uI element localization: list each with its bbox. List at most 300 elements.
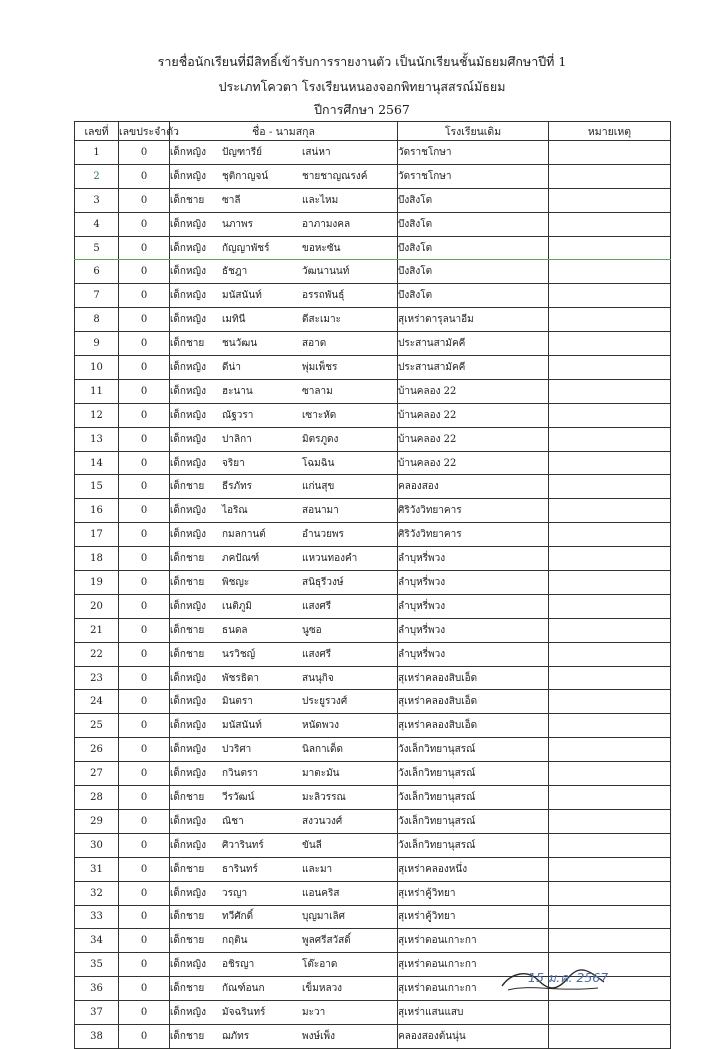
- remark: [549, 547, 671, 571]
- previous-school: ลำบุหรี่พวง: [398, 594, 549, 618]
- last-name: และมา: [302, 863, 333, 875]
- student-id: 0: [119, 738, 170, 762]
- student-name: [170, 547, 398, 571]
- remark: [549, 260, 671, 284]
- remark: [549, 284, 671, 308]
- row-number: 5: [75, 236, 119, 260]
- name-title: เด็กชาย: [170, 983, 205, 995]
- first-name: จริยา: [222, 457, 245, 469]
- remark: [549, 403, 671, 427]
- row-number: 24: [75, 690, 119, 714]
- student-roster-table: [74, 121, 671, 1049]
- remark: [549, 164, 671, 188]
- student-name: [170, 1024, 398, 1048]
- remark: [549, 356, 671, 380]
- row-number: 28: [75, 786, 119, 810]
- student-id: 0: [119, 451, 170, 475]
- previous-school: ประสานสามัคคี: [398, 356, 549, 380]
- last-name: แสงศรี: [302, 648, 332, 660]
- name-title: เด็กชาย: [170, 194, 205, 206]
- table-row: [75, 523, 671, 547]
- row-number: 8: [75, 308, 119, 332]
- previous-school: สุเหร่าดอนเกาะกา: [398, 953, 549, 977]
- first-name: วรญา: [222, 887, 248, 899]
- remark: [549, 236, 671, 260]
- previous-school: วังเล็กวิทยานุสรณ์: [398, 762, 549, 786]
- first-name: กัญญาพัชร์: [222, 242, 270, 254]
- row-number: 34: [75, 929, 119, 953]
- first-name: ธีรภัทร: [222, 481, 253, 493]
- student-id: 0: [119, 857, 170, 881]
- first-name: กวินตรา: [222, 768, 258, 780]
- last-name: อาภามงคล: [302, 218, 351, 230]
- last-name: อำนวยพร: [302, 529, 344, 541]
- first-name: มัจฉรินทร์: [222, 1007, 266, 1018]
- table-row: [75, 260, 671, 284]
- last-name: ซาลาม: [302, 385, 333, 397]
- table-row: [75, 427, 671, 451]
- last-name: เสน่หา: [302, 146, 331, 158]
- last-name: เซาะหัด: [302, 409, 337, 421]
- remark: [549, 594, 671, 618]
- table-row: [75, 164, 671, 188]
- first-name: ทวีศักดิ์: [222, 911, 254, 923]
- last-name: แอนคริส: [302, 887, 340, 899]
- previous-school: ประสานสามัคคี: [398, 332, 549, 356]
- first-name: ซาลี: [222, 194, 241, 206]
- row-number: 23: [75, 666, 119, 690]
- first-name: กมลกานต์: [222, 529, 266, 541]
- student-id: 0: [119, 475, 170, 499]
- student-name: [170, 236, 398, 260]
- remark: [549, 786, 671, 810]
- student-id: 0: [119, 642, 170, 666]
- first-name: ปาลิกา: [222, 433, 252, 445]
- student-id: 0: [119, 164, 170, 188]
- remark: [549, 929, 671, 953]
- first-name: ไอริณ: [222, 505, 248, 517]
- previous-school: สุเหร่าแสนแสบ: [398, 1001, 549, 1025]
- table-row: [75, 690, 671, 714]
- remark: [549, 738, 671, 762]
- name-title: เด็กหญิง: [170, 457, 206, 469]
- last-name: แก่นสุข: [302, 481, 335, 493]
- col-header-no: เลขที่: [75, 122, 119, 141]
- student-id: 0: [119, 212, 170, 236]
- last-name: แหวนทองคำ: [302, 553, 358, 565]
- name-title: เด็กหญิง: [170, 696, 206, 708]
- student-name: [170, 212, 398, 236]
- remark: [549, 308, 671, 332]
- remark: [549, 666, 671, 690]
- remark: [549, 1001, 671, 1025]
- row-number: 3: [75, 188, 119, 212]
- row-number: 11: [75, 379, 119, 403]
- last-name: วัฒนานนท์: [302, 266, 350, 278]
- table-row: [75, 499, 671, 523]
- row-number: 27: [75, 762, 119, 786]
- row-number: 1: [75, 141, 119, 165]
- previous-school: ศิริวังวิทยาคาร: [398, 523, 549, 547]
- previous-school: คลองสอง: [398, 475, 549, 499]
- table-row: [75, 738, 671, 762]
- last-name: มาตะมัน: [302, 768, 340, 780]
- first-name: กัณฑ์อนก: [222, 983, 265, 995]
- previous-school: วังเล็กวิทยานุสรณ์: [398, 809, 549, 833]
- student-name: [170, 379, 398, 403]
- name-title: เด็กหญิง: [170, 672, 206, 684]
- first-name: ชนวัฒน: [222, 338, 258, 350]
- name-title: เด็กหญิง: [170, 146, 206, 158]
- row-number: 14: [75, 451, 119, 475]
- student-id: 0: [119, 379, 170, 403]
- first-name: ธนดล: [222, 624, 248, 636]
- student-id: 0: [119, 188, 170, 212]
- table-row: [75, 786, 671, 810]
- row-number: 6: [75, 260, 119, 284]
- student-name: [170, 905, 398, 929]
- student-id: 0: [119, 690, 170, 714]
- last-name: นิลกาเด็ด: [302, 744, 344, 756]
- name-title: เด็กหญิง: [170, 242, 206, 254]
- roster-body: [75, 141, 671, 1049]
- last-name: นูซอ: [302, 624, 322, 636]
- name-title: เด็กชาย: [170, 911, 205, 923]
- student-id: 0: [119, 905, 170, 929]
- name-title: เด็กหญิง: [170, 170, 206, 182]
- table-row: [75, 594, 671, 618]
- student-id: 0: [119, 523, 170, 547]
- student-id: 0: [119, 332, 170, 356]
- previous-school: บ้านคลอง 22: [398, 451, 549, 475]
- student-name: [170, 356, 398, 380]
- last-name: ชายชาญณรงค์: [302, 170, 368, 182]
- table-row: [75, 141, 671, 165]
- row-number: 17: [75, 523, 119, 547]
- name-title: เด็กชาย: [170, 576, 205, 588]
- student-id: 0: [119, 929, 170, 953]
- first-name: วีรวัฒน์: [222, 791, 255, 803]
- name-title: เด็กชาย: [170, 624, 205, 636]
- last-name: สอนามา: [302, 505, 339, 517]
- remark: [549, 141, 671, 165]
- first-name: ภคปัณฑ์: [222, 553, 260, 565]
- name-title: เด็กหญิง: [170, 600, 206, 612]
- name-title: เด็กหญิง: [170, 1007, 206, 1018]
- student-name: [170, 929, 398, 953]
- table-row: [75, 284, 671, 308]
- first-name: ธารินทร์: [222, 863, 258, 875]
- student-id: 0: [119, 236, 170, 260]
- remark: [549, 475, 671, 499]
- student-id: 0: [119, 1024, 170, 1048]
- first-name: ศิวารินทร์: [222, 839, 264, 851]
- name-title: เด็กหญิง: [170, 218, 206, 230]
- name-title: เด็กชาย: [170, 791, 205, 803]
- first-name: นรวิชญ์: [222, 648, 256, 660]
- name-title: เด็กชาย: [170, 863, 205, 875]
- previous-school: คลองสองต้นนุ่น: [398, 1024, 549, 1048]
- table-row: [75, 547, 671, 571]
- col-header-school: โรงเรียนเดิม: [398, 122, 549, 141]
- previous-school: วังเล็กวิทยานุสรณ์: [398, 786, 549, 810]
- remark: [549, 571, 671, 595]
- previous-school: บึงสิงโต: [398, 188, 549, 212]
- student-id: 0: [119, 977, 170, 1001]
- name-title: เด็กชาย: [170, 338, 205, 350]
- student-name: [170, 618, 398, 642]
- row-number: 31: [75, 857, 119, 881]
- remark: [549, 881, 671, 905]
- table-row: [75, 379, 671, 403]
- row-number: 38: [75, 1024, 119, 1048]
- table-row: [75, 451, 671, 475]
- student-name: [170, 833, 398, 857]
- student-name: [170, 1001, 398, 1025]
- remark: [549, 714, 671, 738]
- table-row: [75, 642, 671, 666]
- previous-school: สุเหร่าคู้วิทยา: [398, 881, 549, 905]
- row-number: 29: [75, 809, 119, 833]
- name-title: เด็กหญิง: [170, 314, 206, 326]
- student-name: [170, 403, 398, 427]
- previous-school: สุเหร่าดอนเกาะกา: [398, 929, 549, 953]
- first-name: กฤติน: [222, 935, 248, 947]
- table-row: [75, 857, 671, 881]
- remark: [549, 833, 671, 857]
- remark: [549, 809, 671, 833]
- student-id: 0: [119, 1001, 170, 1025]
- name-title: เด็กชาย: [170, 1030, 205, 1042]
- row-number: 21: [75, 618, 119, 642]
- student-id: 0: [119, 427, 170, 451]
- remark: [549, 523, 671, 547]
- table-row: [75, 571, 671, 595]
- student-id: 0: [119, 260, 170, 284]
- remark: [549, 642, 671, 666]
- student-id: 0: [119, 762, 170, 786]
- previous-school: สุเหร่าดารุลนาอีม: [398, 308, 549, 332]
- row-number: 13: [75, 427, 119, 451]
- name-title: เด็กหญิง: [170, 433, 206, 445]
- previous-school: สุเหร่าคลองหนึ่ง: [398, 857, 549, 881]
- table-row: [75, 332, 671, 356]
- student-name: [170, 332, 398, 356]
- previous-school: บึงสิงโต: [398, 284, 549, 308]
- previous-school: วังเล็กวิทยานุสรณ์: [398, 833, 549, 857]
- student-id: 0: [119, 547, 170, 571]
- first-name: ดีน่า: [222, 361, 241, 373]
- row-number: 12: [75, 403, 119, 427]
- row-number: 32: [75, 881, 119, 905]
- first-name: ณิชา: [222, 815, 244, 827]
- student-name: [170, 666, 398, 690]
- last-name: สนิธุรีวงษ์: [302, 576, 344, 588]
- row-number: 7: [75, 284, 119, 308]
- student-name: [170, 690, 398, 714]
- document-title: รายชื่อนักเรียนที่มีสิทธิ์เข้ารับการรายงานตัว เป็นนักเรียนชั้นมัธยมศึกษาปีที่ 1: [157, 54, 567, 69]
- remark: [549, 690, 671, 714]
- first-name: มนัสนันท์: [222, 290, 262, 302]
- student-id: 0: [119, 594, 170, 618]
- name-title: เด็กหญิง: [170, 361, 206, 373]
- last-name: โฉมฉิน: [302, 457, 335, 469]
- previous-school: วังเล็กวิทยานุสรณ์: [398, 738, 549, 762]
- table-row: [75, 666, 671, 690]
- first-name: ธัชฎา: [222, 266, 248, 278]
- student-id: 0: [119, 881, 170, 905]
- name-title: เด็กหญิง: [170, 529, 206, 541]
- remark: [549, 212, 671, 236]
- last-name: อรรถพันธุ์: [302, 290, 345, 302]
- last-name: และไหม: [302, 194, 339, 206]
- col-header-remark: หมายเหตุ: [549, 122, 671, 141]
- name-title: เด็กชาย: [170, 935, 205, 947]
- student-id: 0: [119, 809, 170, 833]
- student-name: [170, 594, 398, 618]
- row-number: 19: [75, 571, 119, 595]
- student-name: [170, 786, 398, 810]
- first-name: มินตรา: [222, 696, 253, 708]
- previous-school: วัดราชโกษา: [398, 141, 549, 165]
- student-id: 0: [119, 571, 170, 595]
- table-row: [75, 905, 671, 929]
- student-id: 0: [119, 666, 170, 690]
- previous-school: วัดราชโกษา: [398, 164, 549, 188]
- remark: [549, 332, 671, 356]
- row-number: 36: [75, 977, 119, 1001]
- row-number: 35: [75, 953, 119, 977]
- student-id: 0: [119, 356, 170, 380]
- last-name: ขอหะซัน: [302, 242, 341, 254]
- table-row: [75, 212, 671, 236]
- name-title: เด็กหญิง: [170, 768, 206, 780]
- name-title: เด็กหญิง: [170, 290, 206, 302]
- first-name: ปัญฑารีย์: [222, 146, 263, 158]
- name-title: เด็กหญิง: [170, 720, 206, 732]
- row-number: 18: [75, 547, 119, 571]
- name-title: เด็กชาย: [170, 481, 205, 493]
- table-row: [75, 308, 671, 332]
- first-name: ชุติกาญจน์: [222, 170, 269, 182]
- first-name: ฮะนาน: [222, 385, 253, 397]
- stamp-date: 15 ม.ค. 2567: [528, 970, 609, 985]
- previous-school: บ้านคลอง 22: [398, 379, 549, 403]
- name-title: เด็กหญิง: [170, 385, 206, 397]
- student-id: 0: [119, 284, 170, 308]
- col-header-id: เลขประจำตัว: [119, 122, 170, 141]
- student-id: 0: [119, 618, 170, 642]
- name-title: เด็กชาย: [170, 553, 205, 565]
- name-title: เด็กหญิง: [170, 744, 206, 756]
- student-name: [170, 451, 398, 475]
- row-number: 10: [75, 356, 119, 380]
- previous-school: บ้านคลอง 22: [398, 403, 549, 427]
- last-name: มะวา: [302, 1007, 326, 1018]
- table-row: [75, 881, 671, 905]
- last-name: สอาด: [302, 338, 327, 350]
- student-name: [170, 857, 398, 881]
- table-row: [75, 929, 671, 953]
- remark: [549, 618, 671, 642]
- previous-school: สุเหร่าคลองสิบเอ็ด: [398, 666, 549, 690]
- first-name: เนติภูมิ: [222, 600, 252, 612]
- previous-school: สุเหร่าดอนเกาะกา: [398, 977, 549, 1001]
- previous-school: ลำบุหรี่พวง: [398, 618, 549, 642]
- student-name: [170, 714, 398, 738]
- student-name: [170, 571, 398, 595]
- name-title: เด็กหญิง: [170, 266, 206, 278]
- student-name: [170, 188, 398, 212]
- table-row: [75, 403, 671, 427]
- first-name: นภาพร: [222, 218, 254, 230]
- first-name: อชิรญา: [222, 959, 255, 971]
- student-name: [170, 260, 398, 284]
- table-row: [75, 1024, 671, 1048]
- student-name: [170, 642, 398, 666]
- student-name: [170, 953, 398, 977]
- student-name: [170, 499, 398, 523]
- name-title: เด็กหญิง: [170, 815, 206, 827]
- student-name: [170, 881, 398, 905]
- table-row: [75, 618, 671, 642]
- remark: [549, 188, 671, 212]
- last-name: พูลศรีสวัสดิ์: [302, 935, 351, 947]
- student-name: [170, 977, 398, 1001]
- academic-year: ปีการศึกษา 2567: [314, 102, 410, 117]
- first-name: ฌภัทร: [222, 1030, 250, 1042]
- remark: [549, 857, 671, 881]
- name-title: เด็กหญิง: [170, 409, 206, 421]
- previous-school: บ้านคลอง 22: [398, 427, 549, 451]
- table-row: [75, 236, 671, 260]
- table-row: [75, 714, 671, 738]
- last-name: แสงศรี: [302, 600, 332, 612]
- row-number: 9: [75, 332, 119, 356]
- table-row: [75, 809, 671, 833]
- row-number: 20: [75, 594, 119, 618]
- student-id: 0: [119, 833, 170, 857]
- row-number: 33: [75, 905, 119, 929]
- name-title: เด็กหญิง: [170, 959, 206, 971]
- remark: [549, 905, 671, 929]
- previous-school: บึงสิงโต: [398, 260, 549, 284]
- last-name: ดีสะเมาะ: [302, 314, 341, 326]
- remark: [549, 427, 671, 451]
- remark: [549, 499, 671, 523]
- row-number: 4: [75, 212, 119, 236]
- table-row: [75, 188, 671, 212]
- last-name: มิตรภูดง: [302, 433, 339, 445]
- previous-school: ลำบุหรี่พวง: [398, 547, 549, 571]
- last-name: สนนุกิจ: [302, 672, 334, 684]
- previous-school: บึงสิงโต: [398, 236, 549, 260]
- last-name: มะลิวรรณ: [302, 791, 346, 803]
- student-id: 0: [119, 953, 170, 977]
- last-name: โต๊ะอาด: [302, 959, 338, 971]
- last-name: บุญมาเลิศ: [302, 911, 345, 923]
- student-id: 0: [119, 786, 170, 810]
- previous-school: ลำบุหรี่พวง: [398, 642, 549, 666]
- first-name: เมทินี: [222, 314, 246, 326]
- name-title: เด็กหญิง: [170, 505, 206, 517]
- table-row: [75, 1001, 671, 1025]
- first-name: ณัฐวรา: [222, 409, 254, 421]
- quota-type-subtitle: ประเภทโควตา โรงเรียนหนองจอกพิทยานุสสรณ์มัธยม: [218, 79, 506, 94]
- row-number: 16: [75, 499, 119, 523]
- table-row: [75, 833, 671, 857]
- previous-school: บึงสิงโต: [398, 212, 549, 236]
